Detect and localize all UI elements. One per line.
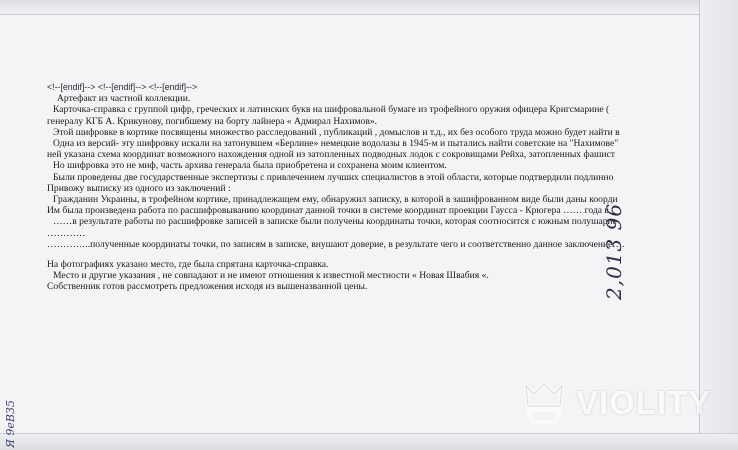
paragraph-line: генералу КГБ А. Крикунову, погибшему на борту лайнера « Адмирал Нахимов».	[47, 115, 378, 127]
paper-top-edge	[0, 0, 738, 15]
violity-watermark	[520, 378, 711, 428]
paragraph-line: Карточка-справка с группой цифр, греческих и латинских букв на шифровальной бумаге из трофейного оружия офицера Кригсмарине (	[53, 104, 610, 116]
paper-bottom-edge	[0, 433, 738, 450]
document-text	[47, 82, 687, 293]
paragraph-line: Были проведены две государственные экспертизы с привлечением лучших специалистов в этой области, которые подтвердили подлинно	[53, 171, 614, 183]
paragraph-spacer	[47, 250, 687, 259]
paragraph-line: Этой шифровке в кортике посвящены множество расследований , публикаций , домыслов и т.д., их без особого труда можно будет найти в	[53, 126, 620, 138]
paragraph-line: Собственник готов рассмотреть предложения исходя из вышеназванной цены.	[47, 281, 368, 293]
paragraph-line: ней указана схема координат возможного нахождения одной из затопленных подводных лодок с сокровищами Рейха, затопленных фашист	[47, 149, 615, 161]
paragraph-line: Место и другие указания , не совпадают и не имеют отношения к известной местности « Новая Швабия «.	[53, 270, 489, 282]
paragraph-line: Гражданин Украины, в трофейном кортике, принадлежащем ему, обнаружил записку, в которой в зашифрованном виде были даны коорди	[53, 194, 618, 206]
handwritten-note-left: Я 9еВЗ5	[4, 400, 17, 448]
paragraph-line: …………	[47, 227, 86, 239]
crown-shield-icon	[520, 380, 568, 426]
document-title: Артефакт из частной коллекции.	[57, 93, 191, 105]
paragraph-line: На фотографиях указано место, где была спрятана карточка-справка.	[47, 259, 329, 271]
paragraph-line: Но шифровка это не миф, часть архива генерала была приобретена и сохранена моим клиентом.	[53, 160, 447, 172]
paragraph-line: ……в результате работы по расшифровке записей в записке были получены координаты точки, которая соотносится с южным полушарие	[53, 216, 617, 228]
handwritten-note-right: 2,013 96	[602, 202, 626, 300]
paragraph-line: Привожу выписку из одного из заключений :	[47, 182, 231, 194]
paragraph-line: Им была произведена работа по расшифровыванию координат данной точки в системе координат проекции Гаусса - Крюгера …… года в	[47, 205, 609, 217]
paragraph-line: Одна из версий- эту шифровку искали на затонувшем «Берлине» немецкие водолазы в 1945-м и пытались найти советские на "Нахимове"	[53, 138, 619, 150]
watermark-text: VIOLITY	[576, 384, 712, 421]
paragraph-line: …………..полученные координаты точки, по записям в записке, внушают доверие, в результате чего и соответственно данное заключение….	[47, 238, 625, 250]
html-comment-line: <!--[endif]--> <!--[endif]--> <!--[endif]-->	[47, 82, 198, 92]
